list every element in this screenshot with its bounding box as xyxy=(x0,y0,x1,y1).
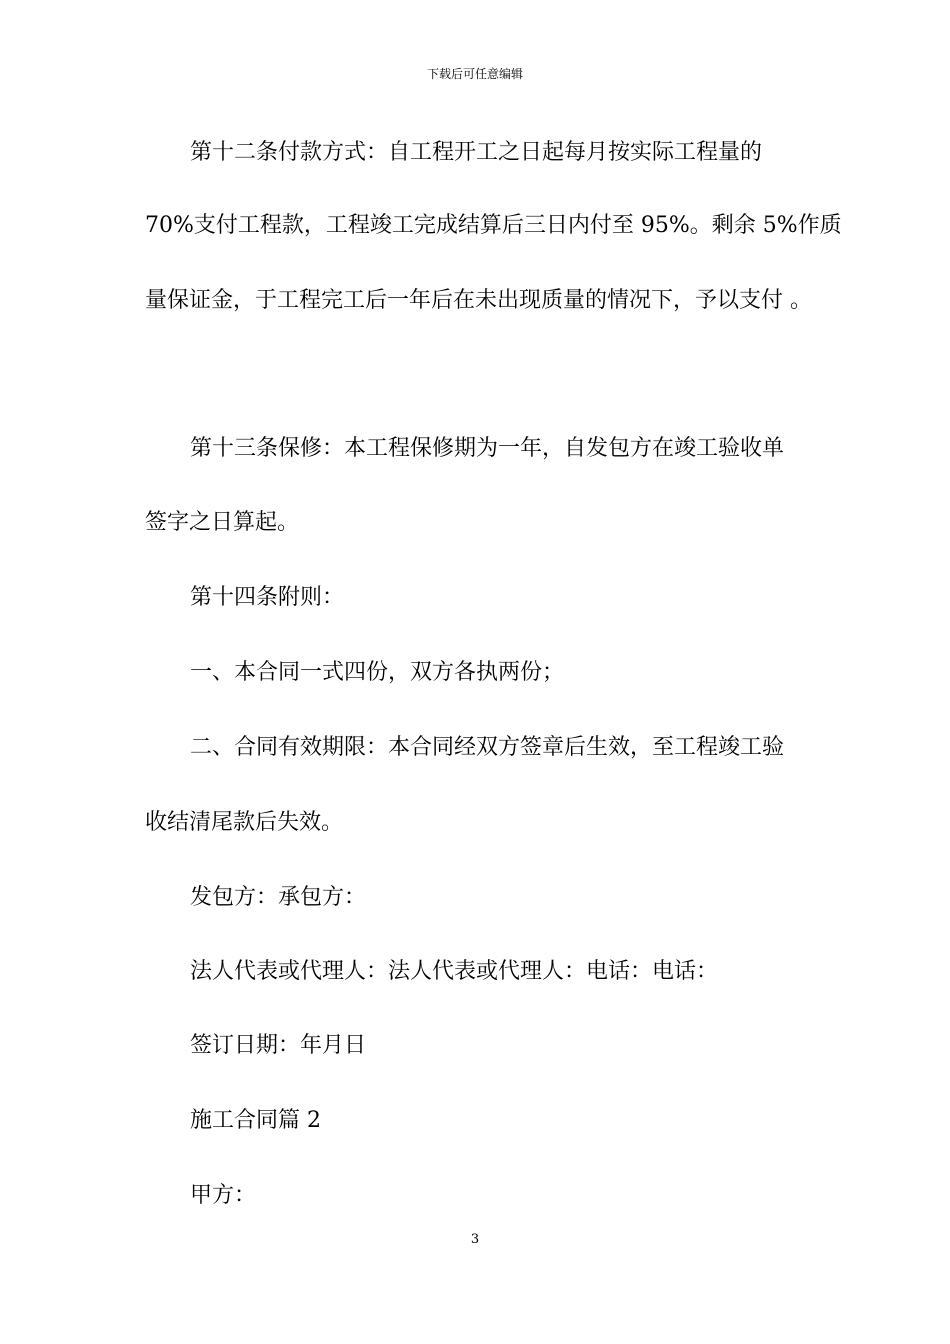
signature-line: 发包方：承包方： xyxy=(190,885,367,910)
paragraph-line: 量保证金，于工程完工后一年后在未出现质量的情况下，予以支付 。 xyxy=(145,288,812,313)
page-number: 3 xyxy=(470,1232,480,1247)
paragraph-line: 一、本合同一式四份，双方各执两份； xyxy=(190,660,565,685)
paragraph-line: 二、合同有效期限：本合同经双方签章后生效，至工程竣工验 xyxy=(190,735,785,760)
signature-line: 法人代表或代理人：法人代表或代理人：电话：电话： xyxy=(190,959,719,984)
paragraph-line: 第十二条付款方式：自工程开工之日起每月按实际工程量的 xyxy=(190,140,763,165)
section-heading: 第十四条附则： xyxy=(190,585,345,610)
paragraph-line: 第十三条保修：本工程保修期为一年，自发包方在竣工验收单 xyxy=(190,436,785,461)
page-header: 下载后可任意编辑 xyxy=(426,67,523,81)
party-line: 甲方： xyxy=(190,1183,257,1208)
date-line: 签订日期：年月日 xyxy=(190,1033,367,1058)
section-heading: 施工合同篇 2 xyxy=(190,1108,321,1133)
paragraph-line: 收结清尾款后失效。 xyxy=(145,810,344,835)
paragraph-line: 70%支付工程款，工程竣工完成结算后三日内付至 95%。剩余 5%作质 xyxy=(145,213,842,238)
paragraph-line: 签字之日算起。 xyxy=(145,510,300,535)
